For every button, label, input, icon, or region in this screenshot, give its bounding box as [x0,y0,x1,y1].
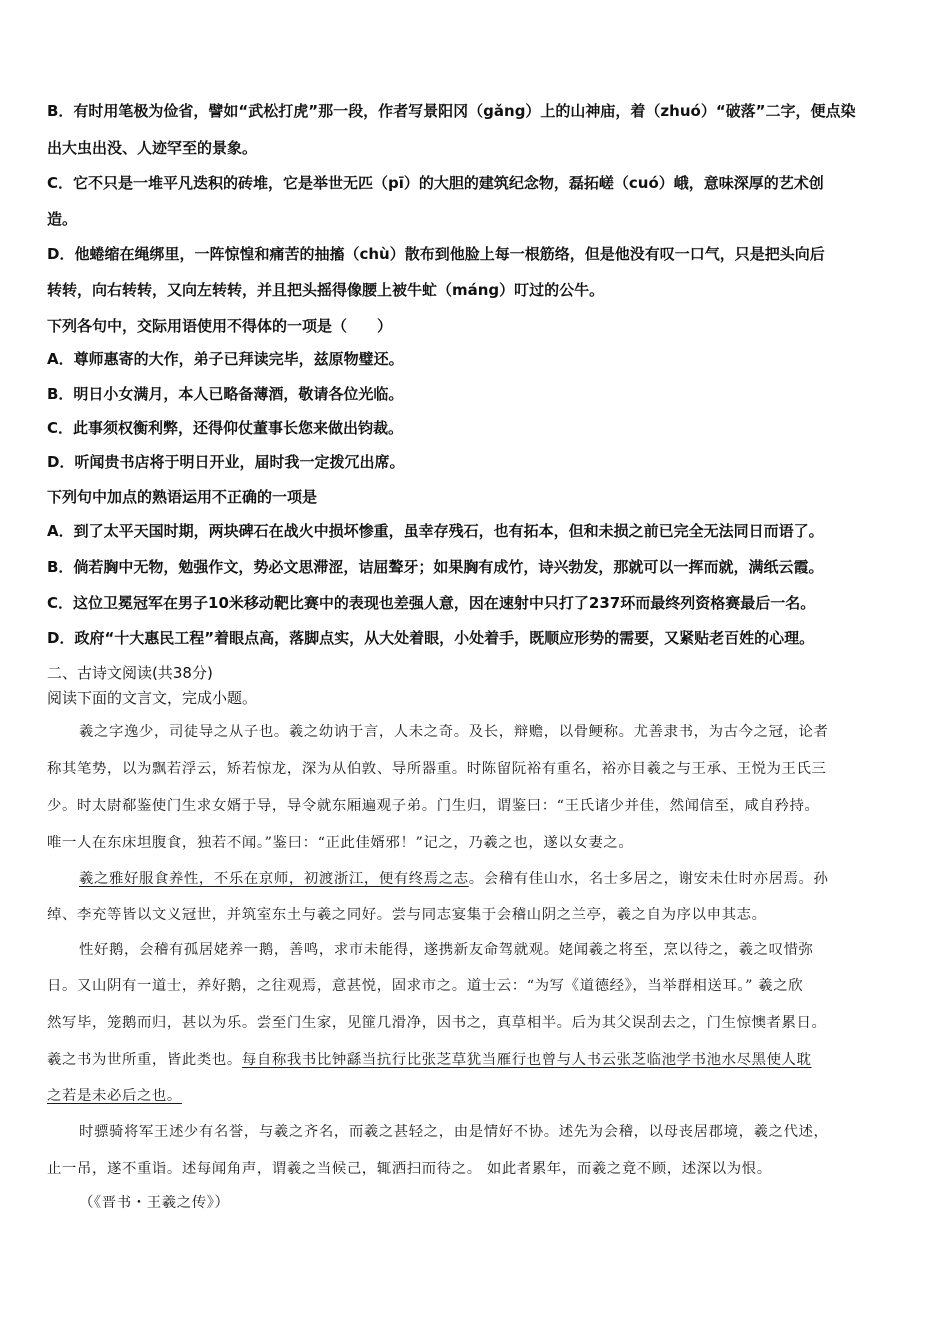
passage-p3-line-5 [47,1086,182,1106]
section-instruction: 阅读下面的文言文，完成小题。 [47,689,258,707]
passage-p3-line-2: 日。又山阴有一道士，养好鹅，之往观焉，意甚悦，固求市之。道士云：“为写《道德经》，当举群相送耳。” 羲之欣 [47,978,804,994]
passage-p1-line-2: 称其笔势，以为飘若浮云，矫若惊龙，深为从伯敦、导所器重。时陈留阮裕有重名，裕亦目羲之与王承、王悦为王氏三 [47,761,827,777]
option-d-line-1: D．他蜷缩在绳绑里，一阵惊惶和痛苦的抽搐（chù）散布到他脸上每一根筋络，但是他没有叹一口气，只是把头向后 [47,245,825,263]
section-heading: 二、古诗文阅读(共38分) [47,664,213,682]
passage-p4-line-2: 止一吊，遂不重诣。述每闻角声，谓羲之当候己，辄洒扫而待之。 如此者累年，而羲之竟不顾，述深以为恨。 [47,1161,772,1177]
passage-p1-line-1: 羲之字逸少，司徒导之从子也。羲之幼讷于言，人未之奇。及长，辩赡，以骨鲠称。尤善隶书，为古今之冠，论者 [79,724,829,740]
etiquette-option-b: B．明日小女满月，本人已略备薄酒，敬请各位光临。 [47,385,404,403]
option-c-line-2: 造。 [47,210,78,228]
option-d-line-2: 转转，向右转转，又向左转转，并且把头摇得像腰上被牛虻（máng）叮过的公牛。 [47,281,605,299]
etiquette-option-d: D．听闻贵书店将于明日开业，届时我一定拨冗出席。 [47,453,405,471]
passage-p1-line-3: 少。时太尉郗鉴使门生求女婿于导，导令就东厢遍观子弟。门生归，谓鉴曰：“王氏诸少并佳，然闻信至，咸自矜持。 [47,798,820,814]
option-b-line-1: B．有时用笔极为俭省，譬如“武松打虎”那一段，作者写景阳冈（gǎng）上的山神庙，着（zhuó）“破落”二字，便点染 [47,102,856,120]
etiquette-option-a: A．尊师惠寄的大作，弟子已拜读完毕，兹原物璧还。 [47,350,404,368]
idiom-question-stem: 下列句中加点的熟语运用不正确的一项是 [47,488,318,506]
passage-p3-line-1: 性好鹅，会稽有孤居姥养一鹅，善鸣，求市未能得，遂携新友命驾就观。姥闻羲之将至，烹以待之，羲之叹惜弥 [79,942,814,958]
passage-p2-line-2: 绰、李充等皆以文义冠世，并筑室东土与羲之同好。尝与同志宴集于会稽山阴之兰亭，羲之自为序以申其志。 [47,907,767,923]
passage-p2-rest: 。会稽有佳山水，名士多居之，谢安未仕时亦居焉。孙 [468,871,829,887]
passage-p3-line-4-plain: 羲之书为世所重，皆此类也。 [47,1052,242,1068]
etiquette-question-stem: 下列各句中，交际用语使用不得体的一项是（ ） [47,317,393,335]
passage-p3-line-3: 然写毕，笼鹅而归，甚以为乐。尝至门生家，见篚几滑净，因书之，真草相半。后为其父误刮去之，门生惊懊者累日。 [47,1015,827,1031]
idiom-option-d: D．政府“十大惠民工程”着眼点高，落脚点实，从大处着眼，小处着手，既顺应形势的需要，又紧贴老百姓的心理。 [47,629,815,647]
idiom-option-b: B．倘若胸中无物，勉强作文，势必文思滞涩，诘屈聱牙；如果胸有成竹，诗兴勃发，那就可以一挥而就，满纸云霞。 [47,558,824,576]
idiom-option-a: A．到了太平天国时期，两块碑石在战火中损坏惨重，虽幸存残石，也有拓本，但和未损之前已完全无法同日而语了。 [47,522,824,540]
etiquette-option-c: C．此事须权衡利弊，还得仰仗董事长您来做出钧裁。 [47,419,404,437]
underlined-sentence-2: 每自称我书比钟繇当抗行比张芝草犹当雁行也曾与人书云张芝临池学书池水尽黑使人耽 [241,1052,812,1068]
passage-p1-line-4: 唯一人在东床坦腹食，独若不闻。”鉴曰：“正此佳婿邪！”记之，乃羲之也，遂以女妻之。 [47,835,634,851]
idiom-option-c: C．这位卫冕冠军在男子10米移动靶比赛中的表现也差强人意，因在速射中只打了237环而最终列资格赛最后一名。 [47,594,816,612]
passage-p2-line-1 [79,869,829,889]
passage-p4-line-1: 时骠骑将军王述少有名誉，与羲之齐名，而羲之甚轻之，由是情好不协。述先为会稽，以母丧居郡境，羲之代述， [79,1124,829,1140]
option-b-line-2: 出大虫出没、人迹罕至的景象。 [47,139,258,157]
underlined-sentence: 羲之雅好服食养性，不乐在京师，初渡浙江，便有终焉之志 [79,871,469,887]
passage-p3-line-4 [47,1050,812,1070]
underlined-sentence-2-end: 之若是未必后之也。 [47,1088,182,1104]
option-c-line-1: C．它不只是一堆平凡迭积的砖堆，它是举世无匹（pī）的大胆的建筑纪念物，磊拓嵯（cuó）峨，意味深厚的艺术创 [47,174,824,192]
passage-source: （《晋书・王羲之传》） [79,1195,230,1211]
